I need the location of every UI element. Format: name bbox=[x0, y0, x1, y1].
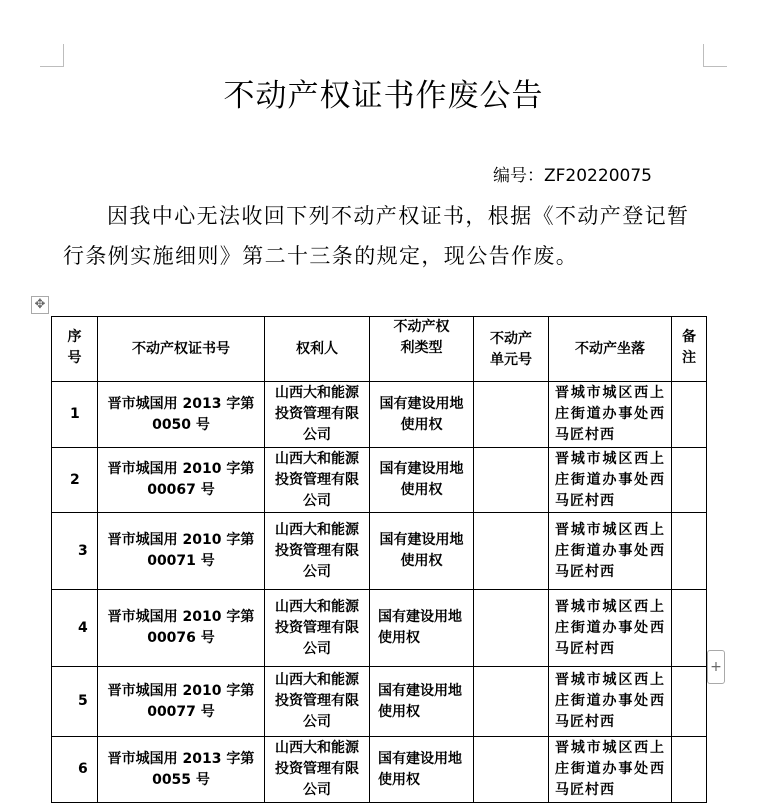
table-move-icon[interactable]: ✥ bbox=[31, 296, 49, 314]
crop-mark-top-right bbox=[703, 66, 727, 67]
announcement-paragraph: 因我中心无法收回下列不动产权证书，根据《不动产登记暂行条例实施细则》第二十三条的规定，现公告作废。 bbox=[63, 204, 690, 268]
cell-unit-number bbox=[474, 382, 549, 448]
cell-note bbox=[672, 382, 707, 448]
crop-mark-top-left bbox=[40, 66, 64, 67]
cell-owner: 山西大和能源投资管理有限公司 bbox=[265, 737, 370, 803]
cell-note bbox=[672, 513, 707, 590]
cell-note bbox=[672, 737, 707, 803]
cell-note bbox=[672, 667, 707, 737]
table-add-row-icon[interactable]: + bbox=[707, 650, 725, 684]
cell-note bbox=[672, 590, 707, 667]
header-unit-number: 不动产单元号 bbox=[474, 317, 549, 382]
cell-right-type: 国有建设用地使用权 bbox=[370, 667, 474, 737]
header-cert-number: 不动产权证书号 bbox=[98, 317, 265, 382]
cell-location: 晋城市城区西上庄街道办事处西马匠村西 bbox=[549, 382, 672, 448]
cell-unit-number bbox=[474, 667, 549, 737]
cell-right-type: 国有建设用地使用权 bbox=[370, 382, 474, 448]
cell-no: 1 bbox=[52, 382, 98, 448]
cell-location: 晋城市城区西上庄街道办事处西马匠村西 bbox=[549, 590, 672, 667]
cell-owner: 山西大和能源投资管理有限公司 bbox=[265, 667, 370, 737]
cell-unit-number bbox=[474, 448, 549, 513]
crop-mark-top-right-vertical bbox=[703, 44, 704, 66]
cell-cert-number: 晋市城国用 2010 字第 00077 号 bbox=[98, 667, 265, 737]
cell-no: 4 bbox=[52, 590, 98, 667]
table-row bbox=[52, 737, 707, 803]
document-number: 编号：ZF20220075 bbox=[493, 166, 652, 186]
cell-location: 晋城市城区西上庄街道办事处西马匠村西 bbox=[549, 737, 672, 803]
cell-cert-number: 晋市城国用 2013 字第 0055 号 bbox=[98, 737, 265, 803]
cell-cert-number: 晋市城国用 2010 字第 00076 号 bbox=[98, 590, 265, 667]
header-location: 不动产坐落 bbox=[549, 317, 672, 382]
header-no: 序号 bbox=[52, 317, 98, 382]
cell-right-type: 国有建设用地使用权 bbox=[370, 448, 474, 513]
cell-cert-number: 晋市城国用 2010 字第 00067 号 bbox=[98, 448, 265, 513]
cell-no: 6 bbox=[52, 737, 98, 803]
cell-location: 晋城市城区西上庄街道办事处西马匠村西 bbox=[549, 667, 672, 737]
cell-owner: 山西大和能源投资管理有限公司 bbox=[265, 590, 370, 667]
cell-location: 晋城市城区西上庄街道办事处西马匠村西 bbox=[549, 448, 672, 513]
cell-unit-number bbox=[474, 590, 549, 667]
cell-right-type: 国有建设用地使用权 bbox=[370, 737, 474, 803]
certificate-table bbox=[51, 316, 707, 803]
cell-right-type: 国有建设用地使用权 bbox=[370, 590, 474, 667]
header-right-type: 不动产权利类型 bbox=[370, 317, 474, 382]
cell-no: 5 bbox=[52, 667, 98, 737]
cell-owner: 山西大和能源投资管理有限公司 bbox=[265, 448, 370, 513]
cell-owner: 山西大和能源投资管理有限公司 bbox=[265, 513, 370, 590]
cell-unit-number bbox=[474, 513, 549, 590]
table-header-row bbox=[52, 317, 707, 382]
table-row bbox=[52, 590, 707, 667]
cell-no: 3 bbox=[52, 513, 98, 590]
cell-unit-number bbox=[474, 737, 549, 803]
header-note: 备注 bbox=[672, 317, 707, 382]
table-row bbox=[52, 667, 707, 737]
cell-note bbox=[672, 448, 707, 513]
cell-owner: 山西大和能源投资管理有限公司 bbox=[265, 382, 370, 448]
table-row bbox=[52, 448, 707, 513]
cell-right-type: 国有建设用地使用权 bbox=[370, 513, 474, 590]
cell-location: 晋城市城区西上庄街道办事处西马匠村西 bbox=[549, 513, 672, 590]
table-row bbox=[52, 382, 707, 448]
crop-mark-top-left-vertical bbox=[63, 44, 64, 66]
table-row bbox=[52, 513, 707, 590]
cell-no: 2 bbox=[52, 448, 98, 513]
document-title: 不动产权证书作废公告 bbox=[223, 78, 544, 114]
cell-cert-number: 晋市城国用 2010 字第 00071 号 bbox=[98, 513, 265, 590]
header-owner: 权利人 bbox=[265, 317, 370, 382]
cell-cert-number: 晋市城国用 2013 字第 0050 号 bbox=[98, 382, 265, 448]
